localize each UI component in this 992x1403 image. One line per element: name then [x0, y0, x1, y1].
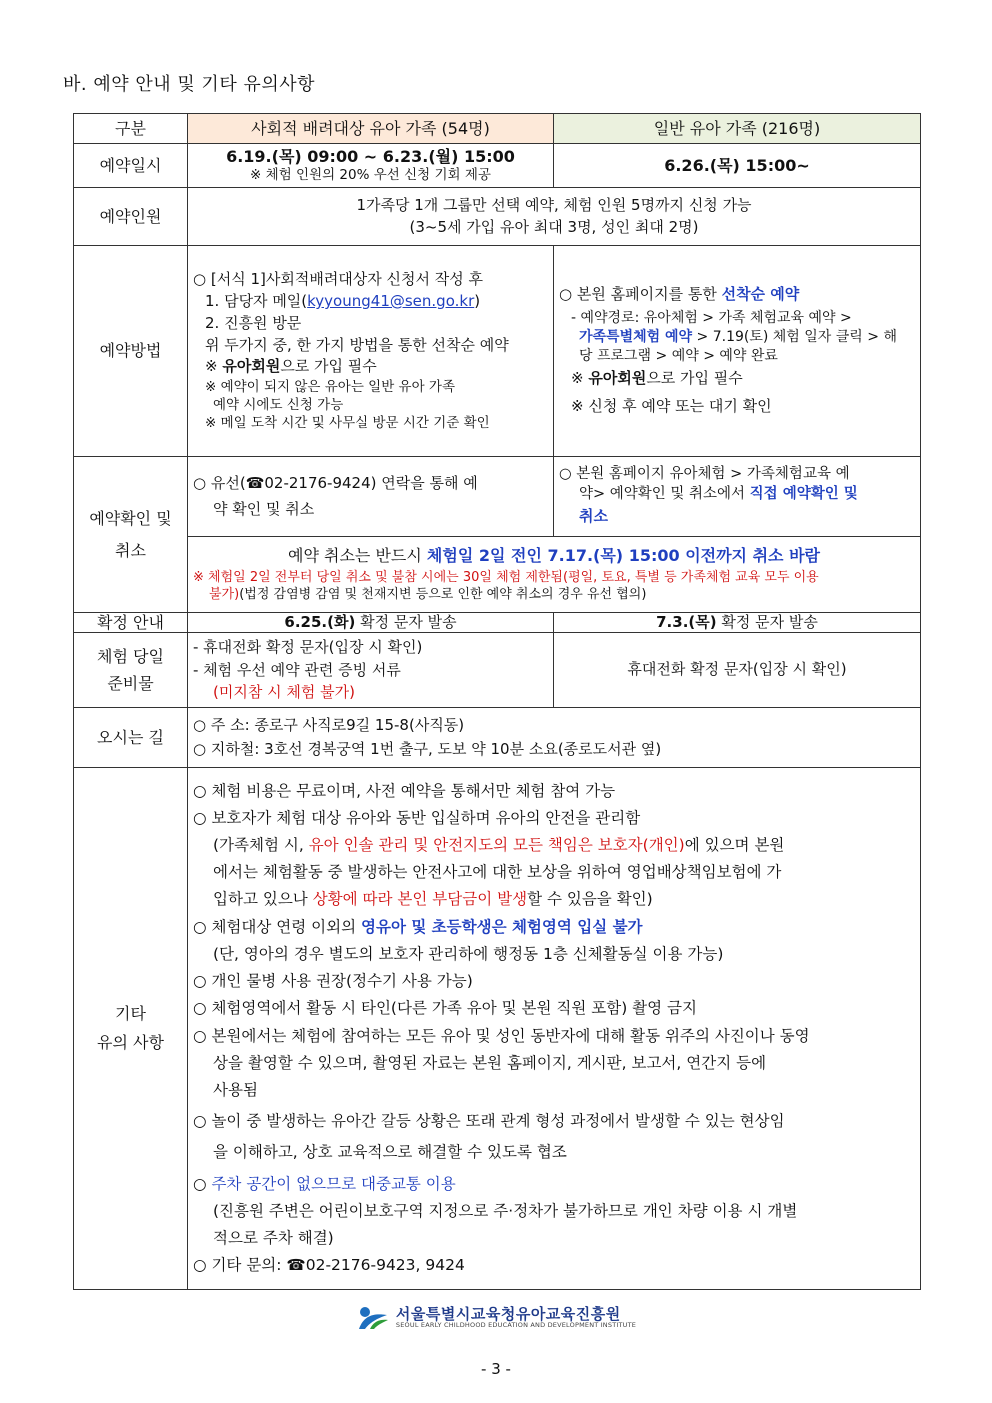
social-fallback-note2: 예약 시에도 신청 가능	[213, 397, 344, 414]
note-parking-detail1: (진흥원 주변은 어린이보호구역 지정으로 주·정차가 불가하므로 개인 차량 이용 시 개별	[213, 1201, 798, 1220]
note-guardian-detail1: (가족체험 시, 유아 인솔 관리 및 안전지도의 모든 책임은 보호자(개인)에 있으며 본원	[213, 836, 785, 855]
note-guardian-detail3: 입하고 있으나 상황에 따라 본인 부담금이 발생할 수 있음을 확인)	[213, 890, 653, 909]
note-age-restriction: ○ 체험대상 연령 이외의 영유아 및 초등학생은 체험영역 입실 불가	[193, 917, 643, 936]
general-confirm-line3: 취소	[579, 507, 608, 526]
general-member-note: ※ 유아회원으로 가입 필수	[571, 369, 743, 388]
social-reservation-date: 6.19.(목) 09:00 ~ 6.23.(월) 15:00	[226, 146, 515, 166]
directions-row	[74, 708, 921, 768]
social-confirmation: 6.25.(화) 확정 문자 발송	[188, 613, 554, 633]
reservation-date-label: 예약일시	[74, 144, 188, 188]
general-reservation-date: 6.26.(목) 15:00~	[554, 144, 921, 188]
header-social-family: 사회적 배려대상 유아 가족 (54명)	[188, 114, 554, 144]
notes-label-2: 유의 사항	[97, 1032, 164, 1052]
confirm-cancel-row	[74, 457, 921, 537]
reservation-people-label: 예약인원	[74, 188, 188, 246]
note-infant-exception: (단, 영아의 경우 별도의 보호자 관리하에 행정동 1층 신체활동실 이용 가능)	[213, 944, 724, 963]
general-confirm-line1: ○ 본원 홈페이지 유아체험 > 가족체험교육 예	[559, 465, 850, 482]
reservation-people-row	[74, 188, 921, 246]
note-parking: ○ 주차 공간이 없으므로 대중교통 이용	[193, 1174, 456, 1193]
cancel-penalty-note1: ※ 체험일 2일 전부터 당일 취소 및 불참 시에는 30일 체험 제한됨(평일, 토요, 특별 등 가족체험 교육 모두 이용	[193, 569, 819, 585]
org-name-english: SEOUL EARLY CHILDHOOD EDUCATION AND DEVELOPMENT INSTITUTE	[395, 1321, 637, 1330]
note-water-bottle: ○ 개인 물병 사용 권장(정수기 사용 가능)	[193, 972, 473, 991]
seoul-education-emblem-icon	[356, 1305, 390, 1331]
note-photo-usage1: ○ 본원에서는 체험에 참여하는 모든 유아 및 성인 동반자에 대해 활동 위주의 사진이나 동영	[193, 1026, 810, 1045]
reservation-method-label: 예약방법	[74, 246, 188, 457]
notes-row	[74, 768, 921, 1290]
general-confirmation: 7.3.(목) 확정 문자 발송	[554, 613, 921, 633]
note-conflict1: ○ 놀이 중 발생하는 유아간 갈등 상황은 또래 관계 형성 과정에서 발생할 수 있는 현상임	[193, 1112, 785, 1131]
general-method-path3: 당 프로그램 > 예약 > 예약 완료	[579, 347, 778, 364]
general-prep-item: 휴대전화 확정 문자(입장 시 확인)	[554, 633, 921, 708]
notes-label-1: 기타	[115, 1003, 146, 1023]
address-line: ○ 주 소: 종로구 사직로9길 15-8(사직동)	[193, 716, 465, 735]
note-conflict2: 을 이해하고, 상호 교육적으로 해결할 수 있도록 협조	[213, 1143, 567, 1162]
social-fallback-note1: ※ 예약이 되지 않은 유아는 일반 유아 가족	[205, 379, 456, 396]
directions-label: 오시는 길	[74, 708, 188, 768]
note-photo-ban: ○ 체험영역에서 활동 시 타인(다른 가족 유아 및 본원 직원 포함) 촬영 금지	[193, 999, 697, 1018]
general-method-path2: 가족특별체험 예약 > 7.19(토) 체험 일자 클릭 > 해	[579, 328, 897, 345]
people-rule-line2: (3~5세 가입 유아 최대 3명, 성인 최대 2명)	[409, 217, 699, 236]
reservation-method-row	[74, 246, 921, 457]
subway-line: ○ 지하철: 3호선 경복궁역 1번 출구, 도보 약 10분 소요(종로도서관 옆)	[193, 739, 662, 758]
people-rule-line1: 1가족당 1개 그룹만 선택 예약, 체험 인원 5명까지 신청 가능	[356, 195, 752, 214]
reservation-info-table	[73, 113, 921, 1290]
social-prep-warning: (미지참 시 체험 불가)	[213, 683, 355, 702]
social-confirm-line2: 약 확인 및 취소	[213, 499, 315, 518]
general-confirm-line2: 약> 예약확인 및 취소에서 직접 예약확인 및	[579, 485, 858, 502]
social-priority-note: ※ 체험 인원의 20% 우선 신청 기회 제공	[250, 166, 491, 183]
confirm-cancel-label-2: 취소	[115, 540, 146, 560]
org-logo	[356, 1305, 636, 1331]
social-confirm-line1: ○ 유선(☎02-2176-9424) 연락을 통해 예	[193, 474, 478, 492]
note-free-cost: ○ 체험 비용은 무료이며, 사전 예약을 통해서만 체험 참여 가능	[193, 781, 616, 800]
social-method-summary: 위 두가지 중, 한 가지 방법을 통한 선착순 예약	[205, 335, 509, 354]
social-member-note: ※ 유아회원으로 가입 필수	[205, 357, 377, 376]
social-time-note: ※ 메일 도착 시간 및 사무실 방문 시간 기준 확인	[205, 415, 490, 432]
cancel-deadline: 예약 취소는 반드시 체험일 2일 전인 7.17.(목) 15:00 이전까지 취소 바람	[288, 546, 820, 566]
note-parking-detail2: 적으로 주차 해결)	[213, 1228, 334, 1247]
social-prep-item1: - 휴대전화 확정 문자(입장 시 확인)	[193, 638, 423, 657]
preparation-label-1: 체험 당일	[97, 646, 164, 666]
general-wait-note: ※ 신청 후 예약 또는 대기 확인	[571, 397, 772, 416]
cancel-policy-row	[74, 537, 921, 613]
general-method-path1: - 예약경로: 유아체험 > 가족 체험교육 예약 >	[571, 309, 852, 326]
reservation-date-row	[74, 144, 921, 188]
page-number: - 3 -	[481, 1360, 511, 1378]
confirm-cancel-label-1: 예약확인 및	[89, 508, 172, 528]
cancel-penalty-note2: 불가)(법정 감염병 감염 및 천재지변 등으로 인한 예약 취소의 경우 유선 협의)	[209, 587, 647, 603]
footer	[0, 1305, 992, 1335]
social-method-visit: 2. 진흥원 방문	[205, 313, 302, 332]
header-row	[74, 114, 921, 144]
general-method-intro: ○ 본원 홈페이지를 통한 선착순 예약	[559, 285, 800, 304]
note-photo-usage2: 상을 촬영할 수 있으며, 촬영된 자료는 본원 홈페이지, 게시판, 보고서, 연간지 등에	[213, 1053, 767, 1072]
email-link[interactable]: kyyoung41@sen.go.kr	[307, 292, 475, 311]
social-method-intro: ○ [서식 1]사회적배려대상자 신청서 작성 후	[193, 270, 484, 289]
social-prep-item2: - 체험 우선 예약 관련 증빙 서류	[193, 660, 401, 679]
note-guardian-detail2: 에서는 체험활동 중 발생하는 안전사고에 대한 보상을 위하여 영업배상책임보험에 가	[213, 863, 782, 882]
confirmation-row	[74, 613, 921, 633]
note-guardian: ○ 보호자가 체험 대상 유아와 동반 입실하며 유아의 안전을 관리함	[193, 808, 641, 827]
confirmation-label: 확정 안내	[74, 613, 188, 633]
org-name-korean: 서울특별시교육청유아교육진흥원	[395, 1304, 621, 1323]
section-title: 바. 예약 안내 및 기타 유의사항	[63, 74, 315, 95]
note-contact: ○ 기타 문의: ☎02-2176-9423, 9424	[193, 1256, 465, 1275]
header-general-family: 일반 유아 가족 (216명)	[554, 114, 921, 144]
note-photo-usage3: 사용됨	[213, 1080, 258, 1099]
preparation-label-2: 준비물	[107, 674, 154, 693]
social-method-email-line: 1. 담당자 메일(kyyoung41@sen.go.kr)	[205, 292, 481, 311]
header-category: 구분	[74, 114, 188, 144]
preparation-row	[74, 633, 921, 708]
